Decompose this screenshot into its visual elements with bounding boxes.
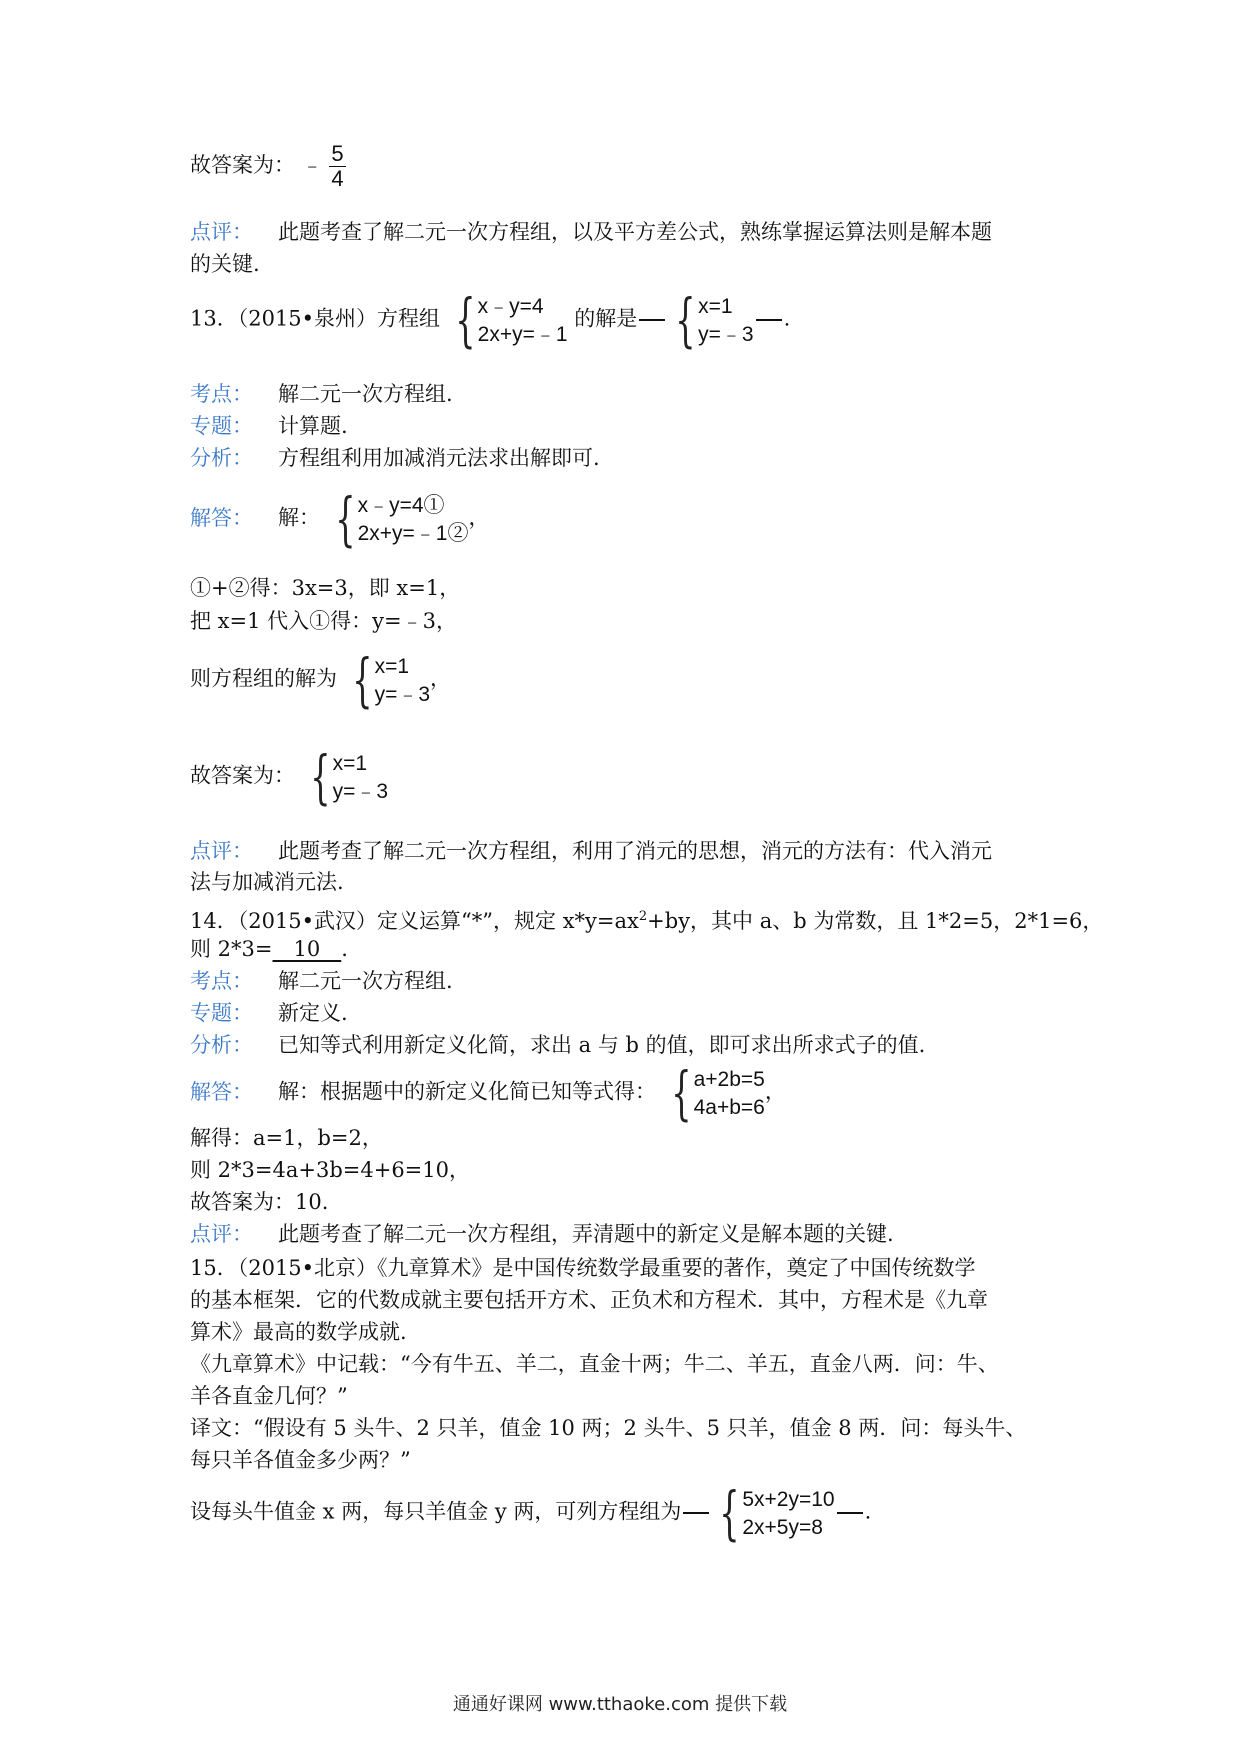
q13-jieda-system: { x﹣y=4① 2x+y=﹣1② (334, 485, 469, 553)
q13-final-system: { x=1 y=﹣3 (309, 743, 389, 811)
q13-jieda: 解答： 解： { x﹣y=4① 2x+y=﹣1② ， (190, 485, 490, 553)
q14-dianping: 点评： 此题考查了解二元一次方程组，弄清题中的新定义是解本题的关键. (190, 1222, 894, 1246)
q13-fenxi: 分析： 方程组利用加减消元法求出解即可. (190, 446, 600, 470)
prev-comment-line-1: 点评： 此题考查了解二元一次方程组，以及平方差公式，熟练掌握运算法则是解本题 (190, 220, 992, 244)
q15-line-1: 15．（2015•北京）《九章算术》是中国传统数学最重要的著作，奠定了中国传统数学 (190, 1256, 976, 1280)
q13-dianping-1: 点评： 此题考查了解二元一次方程组，利用了消元的思想，消元的方法有：代入消元 (190, 839, 992, 863)
q14-stem-1: 14．（2015•武汉）定义运算“*”，规定 $x*y=ax^2+by$，其中 a、b 为常数，且 1*2=5，2*1=6， (190, 909, 1104, 933)
prev-comment-line-2: 的关键. (190, 252, 260, 276)
q14-answer-blank: 10 (272, 937, 342, 961)
q13-kaodian: 考点： 解二元一次方程组. (190, 382, 453, 406)
q13-step-1: ①+②得：3x=3，即 x=1， (190, 576, 461, 600)
q14-zhuanti: 专题： 新定义. (190, 1001, 348, 1025)
q15-line-3: 算术》最高的数学成就. (190, 1320, 407, 1344)
q14-step-1: 解得：a=1，b=2， (190, 1126, 383, 1150)
q14-step-3: 故答案为：10. (190, 1190, 329, 1214)
q15-line-8: 设每头牛值金 x 两，每只羊值金 y 两，可列方程组为 { 5x+2y=10 2x+5y=8 . (190, 1479, 872, 1547)
q13-step-3: 则方程组的解为 { x=1 y=﹣3 ， (190, 646, 452, 714)
q13-equation-system: { x﹣y=4 2x+y=﹣1 (455, 286, 568, 354)
prev-answer-line: 故答案为： ﹣ $\frac{5}{4}$ (190, 141, 344, 191)
page-footer: 通通好课网 www.tthaoke.com 提供下载 (452, 1694, 788, 1715)
q13-final-answer: 故答案为： { x=1 y=﹣3 (190, 743, 389, 811)
q13-stem: 13．（2015•泉州）方程组 { x﹣y=4 2x+y=﹣1 的解是 { x=1 y=﹣3 . (190, 286, 791, 354)
q15-line-2: 的基本框架．它的代数成就主要包括开方术、正负术和方程术．其中，方程术是《九章 (190, 1288, 988, 1312)
q14-step-2: 则 2*3=4a+3b=4+6=10， (190, 1158, 471, 1182)
q13-dianping-2: 法与加减消元法. (190, 870, 344, 894)
q15-answer-system: { 5x+2y=10 2x+5y=8 (719, 1479, 835, 1547)
q15-line-7: 每只羊各值金多少两？” (190, 1448, 411, 1472)
q15-line-6: 译文：“假设有 5 头牛、2 只羊，值金 10 两；2 头牛、5 只羊，值金 8 两．问：每头牛、 (190, 1416, 1027, 1440)
q14-jieda: 解答： 解：根据题中的新定义化简已知等式得： { a+2b=5 4a+b=6 ， (190, 1059, 786, 1127)
q15-line-5: 羊各直金几何？” (190, 1384, 348, 1408)
q14-jieda-system: { a+2b=5 4a+b=6 (670, 1059, 765, 1127)
q13-solution-system: { x=1 y=﹣3 (351, 646, 431, 714)
q13-answer-system: { x=1 y=﹣3 (675, 286, 754, 354)
answer-fraction: $\frac{5}{4}$ (331, 141, 344, 191)
q14-kaodian: 考点： 解二元一次方程组. (190, 969, 453, 993)
comment-label: 点评： (190, 220, 253, 244)
q13-step-2: 把 x=1 代入①得：y=﹣3， (190, 609, 457, 633)
q14-fenxi: 分析： 已知等式利用新定义化简，求出 a 与 b 的值，即可求出所求式子的值. (190, 1033, 926, 1057)
q15-line-4: 《九章算术》中记载：“今有牛五、羊二，直金十两；牛二、羊五，直金八两．问：牛、 (190, 1352, 999, 1376)
q14-stem-2: 则 2*3= 10 . (190, 937, 348, 961)
q13-zhuanti: 专题： 计算题. (190, 414, 348, 438)
